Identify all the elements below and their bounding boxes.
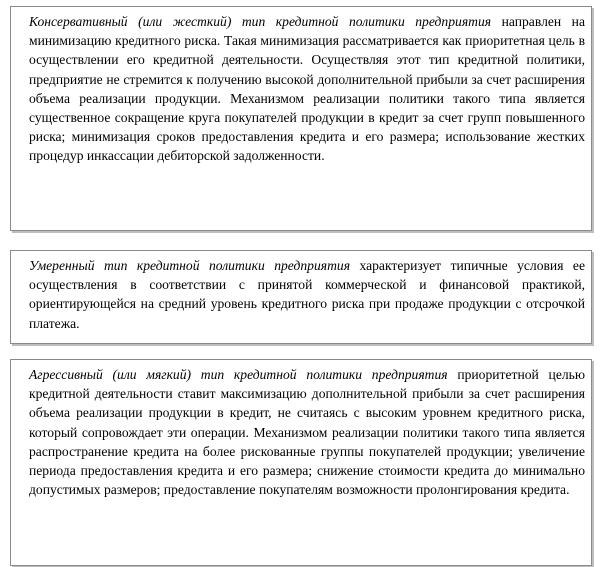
conservative-policy-box bbox=[10, 6, 592, 231]
conservative-policy-description: направлен на минимизацию кредитного риска. Такая минимизация рассматривается как приоритетная цель в осуществлении его кредитной деятельности. Осуществляя этот тип кредитной политики, предприятие не стремится к получению высокой дополнительной прибыли за счет расширения объема реализации продукции. Механизмом реализации политики такого типа является существенное сокращение круга покупателей продукции в кредит за счет групп повышенного риска; минимизация сроков предоставления кредита и его размера; использование жестких процедур инкассации дебиторской задолженности. bbox=[29, 14, 585, 164]
moderate-policy-box bbox=[10, 250, 592, 344]
aggressive-policy-box bbox=[10, 359, 592, 566]
aggressive-policy-text bbox=[29, 365, 585, 499]
conservative-policy-term: Консервативный (или жесткий) тип кредитной политики предприятия bbox=[29, 14, 492, 29]
moderate-policy-description: характеризует типичные условия ее осуществления в соответствии с принятой коммерческой и финансовой практикой, ориентирующейся на средний уровень кредитного риска при продаже продукции с отсрочкой платежа. bbox=[29, 258, 585, 331]
moderate-policy-term: Умеренный тип кредитной политики предприятия bbox=[29, 258, 351, 273]
moderate-policy-text bbox=[29, 256, 585, 333]
conservative-policy-text bbox=[29, 12, 585, 166]
aggressive-policy-term: Агрессивный (или мягкий) тип кредитной политики предприятия bbox=[29, 367, 448, 382]
aggressive-policy-description: приоритетной целью кредитной деятельности ставит максимизацию дополнительной прибыли за счет расширения объема реализации продукции в кредит, не считаясь с высоким уровнем кредитного риска, который сопровождает эти операции. Механизмом реализации политики такого типа является распространение кредита на более рискованные группы покупателей продукции; увеличение периода предоставления кредита и его размера; снижение стоимости кредита до минимально допустимых размеров; предоставление покупателям возможности пролонгирования кредита. bbox=[29, 367, 585, 498]
